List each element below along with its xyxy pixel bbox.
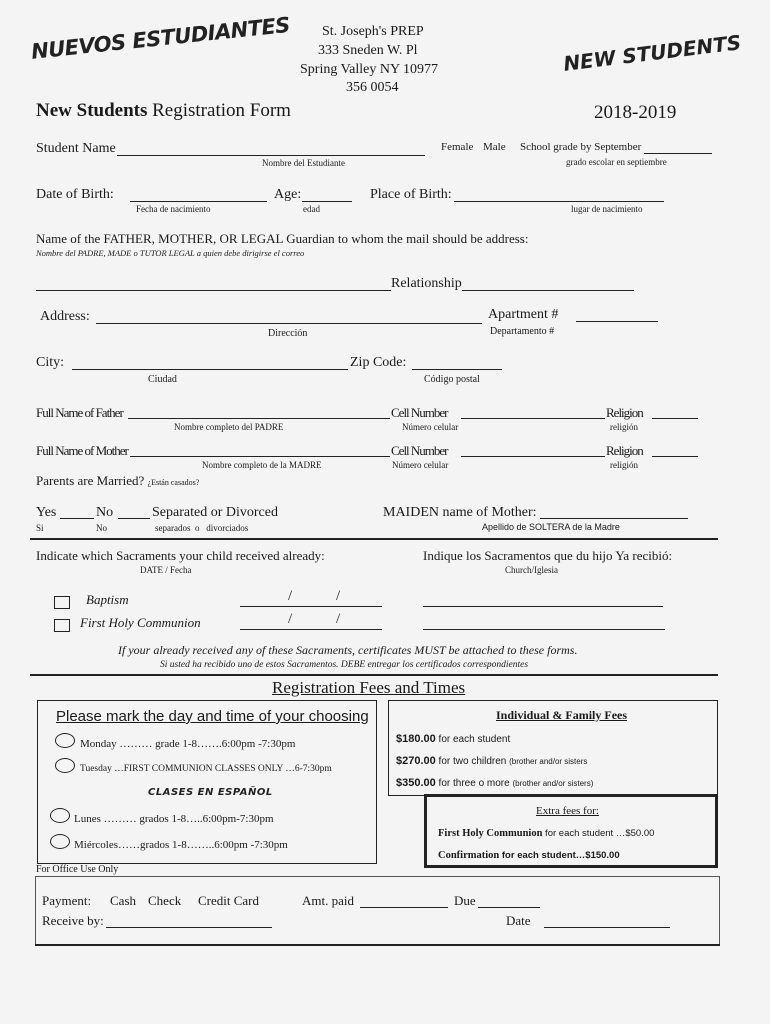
male-option[interactable]: Male — [483, 141, 506, 153]
communion-date-slash: / — [336, 611, 341, 627]
baptism-date-slash: / — [336, 588, 341, 604]
baptism-label: Baptism — [86, 592, 129, 607]
monday-radio[interactable] — [55, 733, 75, 748]
fee-text: for three o more — [435, 778, 513, 789]
baptism-date-slash: / — [288, 588, 293, 604]
school-year: 2018-2019 — [594, 102, 677, 123]
student-name-label: Student Name — [36, 141, 116, 156]
divider-fees — [30, 674, 718, 676]
grade-sub: grado escolar en septiembre — [566, 157, 667, 167]
stamp-new-students: NEW STUDENTS — [562, 30, 743, 76]
lunes-radio[interactable] — [50, 808, 70, 823]
guardian-heading: Name of the FATHER, MOTHER, OR LEGAL Guardian to whom the mail should be address: — [36, 231, 529, 246]
address-line — [96, 323, 482, 324]
divider-sacraments — [30, 538, 718, 540]
payment-credit-card[interactable]: Credit Card — [198, 893, 260, 908]
female-option[interactable]: Female — [441, 141, 474, 153]
separated-sub: separados o divorciados — [155, 523, 249, 533]
pob-line — [454, 201, 664, 202]
amount-paid-input[interactable] — [362, 891, 446, 907]
stamp-nuevos-estudiantes: NUEVOS ESTUDIANTES — [30, 12, 291, 64]
payment-cash[interactable]: Cash — [110, 893, 136, 908]
tuesday-option-label: Tuesday …FIRST COMMUNION CLASSES ONLY …6-7:30pm — [80, 764, 332, 774]
father-input[interactable] — [130, 402, 388, 418]
student-name-line — [117, 155, 425, 156]
fee-amount: $350.00 — [396, 777, 436, 789]
sacraments-date-sub: DATE / Fecha — [140, 565, 192, 575]
certificate-note: If your already received any of these Sacraments, certificates MUST be attached to these forms. — [118, 643, 578, 657]
payment-label: Payment: — [42, 893, 92, 908]
mother-cell-line — [461, 456, 605, 457]
age-input[interactable] — [304, 185, 350, 201]
zip-input[interactable] — [414, 353, 500, 369]
date-label: Date — [506, 913, 531, 928]
registration-fees-heading: Registration Fees and Times — [272, 678, 466, 697]
father-line — [128, 418, 390, 419]
city-input[interactable] — [74, 353, 346, 369]
age-line — [302, 201, 352, 202]
communion-date-slash: / — [288, 611, 293, 627]
yes-sub: Si — [36, 523, 44, 533]
fee-text: for two children — [435, 756, 510, 767]
mother-cell-input[interactable] — [463, 440, 603, 456]
father-religion-label: Religion — [606, 405, 643, 420]
age-label: Age: — [274, 187, 302, 202]
zip-line — [412, 369, 502, 370]
spanish-classes-heading: CLASES EN ESPAÑOL — [148, 787, 273, 798]
mother-religion-label: Religion — [606, 443, 643, 458]
extra-fee-label: First Holy Communion — [438, 828, 543, 839]
fee-text: for each student — [435, 734, 511, 745]
baptism-checkbox[interactable] — [54, 596, 70, 609]
fee-amount: $270.00 — [396, 755, 436, 767]
mother-religion-sub: religión — [610, 460, 638, 470]
guardian-name-input[interactable] — [38, 274, 388, 290]
zip-label: Zip Code: — [350, 355, 407, 370]
office-use-label: For Office Use Only — [36, 864, 119, 875]
fees-title: Individual & Family Fees — [496, 708, 628, 722]
extra-fee-communion — [438, 828, 654, 839]
apartment-input[interactable] — [578, 305, 656, 321]
baptism-church-input[interactable] — [425, 590, 661, 606]
monday-option-label: Monday ……… grade 1-8…….6:00pm -7:30pm — [80, 738, 296, 750]
student-name-input[interactable] — [119, 139, 423, 155]
baptism-date-line[interactable] — [240, 588, 382, 607]
sacraments-church-sub: Church/Iglesia — [505, 565, 558, 575]
communion-date-line[interactable] — [240, 611, 382, 630]
certificate-note-sub: Si usted ha recibido uno de estos Sacramentos. DEBE entregar los certificados correspondientes — [160, 660, 529, 670]
dob-sub: Fecha de nacimiento — [136, 204, 211, 214]
fee-note: (brother and/or sisters) — [512, 779, 594, 788]
guardian-name-line — [36, 290, 391, 291]
apartment-label: Apartment # — [488, 307, 559, 322]
mother-input[interactable] — [132, 440, 388, 456]
father-religion-input[interactable] — [654, 402, 696, 418]
mother-religion-input[interactable] — [654, 440, 696, 456]
grade-label: School grade by September — [520, 141, 642, 153]
student-name-sub: Nombre del Estudiante — [262, 158, 345, 168]
pob-sub: lugar de nacimiento — [571, 204, 643, 214]
city-line — [72, 369, 348, 370]
father-cell-line — [461, 418, 605, 419]
baptism-church-line — [423, 606, 663, 607]
mother-cell-sub: Número celular — [392, 460, 449, 470]
receive-by-input[interactable] — [108, 911, 270, 927]
due-label: Due — [454, 893, 476, 908]
dob-line — [130, 201, 267, 202]
fee-amount: $180.00 — [396, 733, 436, 745]
mother-label: Full Name of Mother — [36, 443, 128, 458]
relationship-line — [462, 290, 634, 291]
extra-fees-title: Extra fees for: — [536, 805, 599, 817]
apartment-line — [576, 321, 658, 322]
yes-option[interactable]: Yes — [36, 505, 57, 520]
mother-cell-label: Cell Number — [391, 443, 448, 458]
mother-religion-line — [652, 456, 698, 457]
age-sub: edad — [303, 204, 320, 214]
miercoles-option-label: Miércoles……grados 1-8……..6:00pm -7:30pm — [74, 839, 288, 851]
first-communion-checkbox[interactable] — [54, 619, 70, 632]
relationship-label: Relationship — [391, 276, 462, 291]
no-sub: No — [96, 523, 107, 533]
page-title — [36, 100, 291, 122]
title-rest: Registration Form — [147, 100, 291, 121]
father-cell-input[interactable] — [463, 402, 603, 418]
pob-label: Place of Birth: — [370, 187, 452, 202]
guardian-heading-sub: Nombre del PADRE, MADE o TUTOR LEGAL a quien debe dirigirse el correo — [36, 248, 305, 258]
zip-sub: Código postal — [424, 374, 480, 385]
payment-check[interactable]: Check — [148, 893, 182, 908]
school-address-line2: Spring Valley NY 10977 — [300, 62, 439, 77]
sacraments-right-heading: Indique los Sacramentos que du hijo Ya recibió: — [423, 548, 673, 563]
fee-row-two — [396, 755, 587, 767]
bottom-rule — [35, 944, 720, 946]
father-cell-label: Cell Number — [391, 405, 448, 420]
yes-line — [60, 518, 94, 519]
address-label: Address: — [40, 309, 90, 324]
extra-fee-text: for each student …$50.00 — [542, 828, 655, 839]
dob-input[interactable] — [132, 185, 265, 201]
communion-church-input[interactable] — [425, 613, 663, 629]
extra-fee-confirmation — [438, 850, 620, 861]
father-sub: Nombre completo del PADRE — [174, 422, 284, 432]
mother-line — [130, 456, 390, 457]
date-line — [544, 927, 670, 928]
receive-by-line — [106, 927, 272, 928]
amount-paid-label: Amt. paid — [302, 893, 354, 908]
maiden-line — [540, 518, 688, 519]
no-line — [118, 518, 150, 519]
married-sub: ¿Están casados? — [147, 478, 200, 487]
no-option[interactable]: No — [96, 505, 114, 520]
city-sub: Ciudad — [148, 374, 177, 385]
relationship-input[interactable] — [464, 274, 632, 290]
address-input[interactable] — [98, 307, 480, 323]
fee-note: (brother and/or sisters — [509, 757, 588, 766]
married-label — [36, 473, 199, 489]
extra-fee-label: Confirmation — [438, 850, 500, 861]
apartment-sub: Departamento # — [490, 326, 555, 337]
first-communion-label: First Holy Communion — [80, 615, 201, 630]
receive-by-label: Receive by: — [42, 913, 104, 928]
maiden-label: MAIDEN name of Mother: — [383, 505, 537, 520]
father-cell-sub: Número celular — [402, 422, 459, 432]
amount-paid-line — [360, 907, 448, 908]
school-phone: 356 0054 — [346, 80, 399, 95]
married-question: Parents are Married? — [36, 473, 145, 488]
fee-row-three — [396, 777, 593, 789]
address-sub: Dirección — [268, 328, 308, 339]
miercoles-radio[interactable] — [50, 834, 70, 849]
school-address-line1: 333 Sneden W. Pl — [318, 43, 418, 58]
fee-row-one — [396, 733, 510, 745]
lunes-option-label: Lunes ……… grados 1-8…..6:00pm-7:30pm — [74, 813, 274, 825]
father-label: Full Name of Father — [36, 405, 123, 420]
city-label: City: — [36, 355, 65, 370]
pob-input[interactable] — [456, 185, 662, 201]
schedule-title: Please mark the day and time of your choosing — [56, 708, 369, 725]
maiden-input[interactable] — [542, 502, 686, 518]
dob-label: Date of Birth: — [36, 187, 114, 202]
date-input[interactable] — [546, 911, 668, 927]
title-bold: New Students — [36, 100, 148, 121]
mother-sub: Nombre completo de la MADRE — [202, 460, 322, 470]
school-name: St. Joseph's PREP — [322, 24, 424, 39]
communion-church-line — [423, 629, 665, 630]
sacraments-left-heading: Indicate which Sacraments your child received already: — [36, 548, 325, 563]
extra-fee-text: for each student…$150.00 — [499, 850, 620, 861]
separated-option[interactable]: Separated or Divorced — [152, 505, 278, 520]
tuesday-radio[interactable] — [55, 758, 75, 773]
maiden-sub: Apellido de SOLTERA de la Madre — [482, 522, 620, 532]
grade-input[interactable] — [646, 138, 710, 154]
due-line — [478, 907, 540, 908]
father-religion-sub: religión — [610, 422, 638, 432]
father-religion-line — [652, 418, 698, 419]
due-input[interactable] — [480, 891, 538, 907]
